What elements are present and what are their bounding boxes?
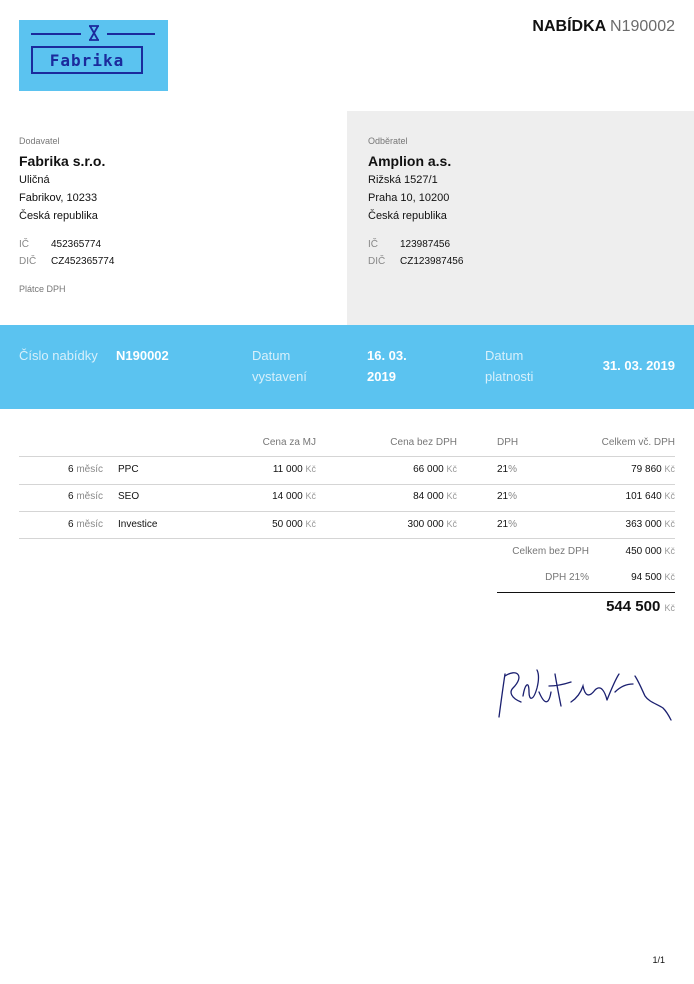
customer-country: Česká republika (368, 210, 447, 222)
percent-sign: % (508, 519, 518, 530)
unit-price-value: 50 000 (272, 519, 303, 530)
supplier-ic-row (19, 239, 114, 250)
supplier-dic: CZ452365774 (51, 256, 115, 267)
currency: Kč (664, 603, 675, 613)
unit-price-value: 14 000 (272, 491, 303, 502)
validity-date-label (485, 345, 533, 387)
customer-city: Praha 10, 10200 (368, 192, 450, 204)
issue-date-line1: 16. 03. (367, 348, 407, 363)
percent-sign: % (508, 491, 518, 502)
table-divider (19, 484, 675, 485)
currency: Kč (664, 546, 675, 556)
row-total (540, 491, 675, 502)
unit-price-value: 11 000 (272, 464, 303, 475)
signature (495, 662, 675, 722)
hourglass-icon (87, 25, 101, 41)
item-name: Investice (118, 519, 158, 530)
currency: Kč (664, 464, 675, 474)
offer-number: N190002 (116, 348, 169, 363)
vat-rate-value: 21 (497, 519, 509, 530)
unit-price (180, 491, 316, 502)
row-qty (19, 464, 103, 475)
customer-street: Rižská 1527/1 (368, 174, 438, 186)
vat-payer-note: Plátce DPH (19, 284, 66, 294)
customer-ic-label: IČ (368, 239, 378, 250)
customer-ic: 123987456 (400, 239, 451, 250)
vat-sum (560, 572, 675, 583)
col-price-no-vat-header: Cena bez DPH (390, 437, 457, 448)
customer-label: Odběratel (368, 136, 408, 146)
table-divider (19, 511, 675, 512)
currency: Kč (305, 519, 316, 529)
row-total-value: 79 860 (631, 464, 662, 475)
supplier-ic-label: IČ (19, 239, 29, 250)
logo-rule-left (31, 33, 81, 35)
currency: Kč (305, 464, 316, 474)
qty-value: 6 (67, 519, 74, 530)
offer-number-label: Číslo nabídky (19, 348, 98, 363)
customer-ic-row (368, 239, 463, 250)
vat-rate-value: 21 (497, 491, 509, 502)
item-name: PPC (118, 464, 139, 475)
vat-sum-label: DPH 21% (545, 572, 589, 583)
supplier-dic-row (19, 256, 114, 267)
supplier-block (19, 136, 114, 294)
price-no-vat-value: 66 000 (413, 464, 444, 475)
row-total-value: 101 640 (625, 491, 662, 502)
currency: Kč (664, 491, 675, 501)
supplier-street: Uličná (19, 174, 50, 186)
currency: Kč (446, 491, 457, 501)
vat-rate (497, 519, 517, 530)
qty-value: 6 (67, 464, 74, 475)
subtotal (560, 546, 675, 557)
logo-text: Fabrika (49, 50, 125, 70)
issue-date (367, 345, 407, 387)
row-qty (19, 519, 103, 530)
validity-date: 31. 03. 2019 (602, 358, 675, 373)
unit-price (180, 464, 316, 475)
logo-frame (31, 46, 143, 74)
qty-unit: měsíc (76, 464, 103, 475)
offer-info-band (0, 325, 694, 409)
supplier-ic: 452365774 (51, 239, 102, 250)
supplier-label: Dodavatel (19, 136, 60, 146)
issue-date-line2: 2019 (367, 369, 396, 384)
customer-dic-label: DIČ (368, 256, 386, 267)
currency: Kč (305, 491, 316, 501)
subtotal-value: 450 000 (625, 546, 662, 557)
vat-rate (497, 491, 517, 502)
item-name: SEO (118, 491, 140, 502)
grand-total (540, 598, 675, 615)
logo-rule-right (107, 33, 155, 35)
col-unit-price-header: Cena za MJ (262, 437, 316, 448)
document-title (532, 18, 675, 36)
supplier-dic-label: DIČ (19, 256, 37, 267)
customer-name: Amplion a.s. (368, 153, 452, 169)
qty-unit: měsíc (76, 491, 103, 502)
subtotal-label: Celkem bez DPH (512, 546, 589, 557)
price-no-vat (320, 464, 457, 475)
currency: Kč (446, 464, 457, 474)
total-rule (497, 592, 675, 593)
row-qty (19, 491, 103, 502)
customer-block (368, 136, 463, 267)
validity-label-line1: Datum (485, 348, 524, 363)
col-vat-header: DPH (497, 437, 519, 448)
vat-rate (497, 464, 517, 475)
row-total (540, 464, 675, 475)
price-no-vat (320, 519, 457, 530)
issue-date-label (252, 345, 307, 387)
col-total-header: Celkem vč. DPH (601, 437, 675, 448)
supplier-country: Česká republika (19, 210, 98, 222)
vat-rate-value: 21 (497, 464, 509, 475)
qty-value: 6 (67, 491, 74, 502)
company-logo (19, 20, 168, 91)
supplier-city: Fabrikov, 10233 (19, 192, 98, 204)
table-divider (19, 538, 675, 539)
issue-date-label-line1: Datum (252, 348, 291, 363)
issue-date-label-line2: vystavení (252, 369, 307, 384)
table-divider (19, 456, 675, 457)
page-number: 1/1 (652, 955, 665, 965)
currency: Kč (664, 519, 675, 529)
grand-total-value: 544 500 (606, 598, 661, 615)
validity-label-line2: platnosti (485, 369, 534, 384)
row-total (540, 519, 675, 530)
price-no-vat-value: 84 000 (413, 491, 444, 502)
customer-dic-row (368, 256, 463, 267)
price-no-vat-value: 300 000 (407, 519, 444, 530)
price-no-vat (320, 491, 457, 502)
customer-dic: CZ123987456 (400, 256, 464, 267)
supplier-name: Fabrika s.r.o. (19, 153, 106, 169)
currency: Kč (446, 519, 457, 529)
document-type: NABÍDKA (532, 18, 606, 35)
qty-unit: měsíc (76, 519, 103, 530)
vat-sum-value: 94 500 (631, 572, 662, 583)
row-total-value: 363 000 (625, 519, 662, 530)
unit-price (180, 519, 316, 530)
currency: Kč (664, 572, 675, 582)
document-number: N190002 (610, 18, 675, 35)
percent-sign: % (508, 464, 518, 475)
